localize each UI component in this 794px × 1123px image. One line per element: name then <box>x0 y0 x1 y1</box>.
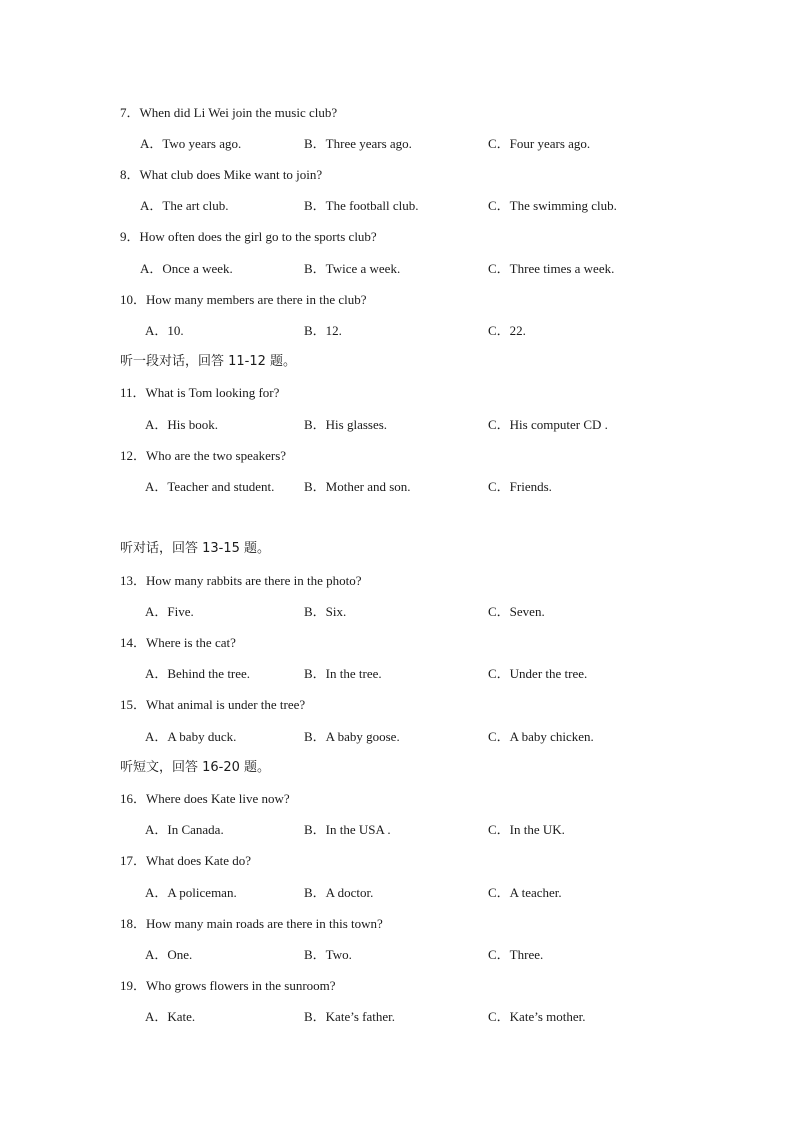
option-b: B．12. <box>304 323 342 338</box>
option-a: A．In Canada. <box>145 822 224 837</box>
question-9: 9．How often does the girl go to the sports club? <box>120 229 377 244</box>
option-b: B．In the USA . <box>304 822 391 837</box>
option-a: A．A baby duck. <box>145 729 237 744</box>
section-heading: 听对话，回答 13-15 题。 <box>120 541 271 556</box>
option-a: A．Two years ago. <box>140 136 242 151</box>
section-heading: 听一段对话，回答 11-12 题。 <box>120 354 297 369</box>
option-c: C．A baby chicken. <box>488 729 594 744</box>
option-a: A．Once a week. <box>140 261 233 276</box>
option-b: B．Three years ago. <box>304 136 412 151</box>
question-8: 8．What club does Mike want to join? <box>120 167 323 182</box>
option-b: B．The football club. <box>304 198 419 213</box>
option-a: A．Kate. <box>145 1009 196 1024</box>
question-11: 11．What is Tom looking for? <box>120 385 280 400</box>
option-c: C．Three times a week. <box>488 261 615 276</box>
option-a: A．A policeman. <box>145 885 237 900</box>
option-b: B．Two. <box>304 947 352 962</box>
option-a: A．Behind the tree. <box>145 666 251 681</box>
option-c: C．In the UK. <box>488 822 565 837</box>
option-c: C．The swimming club. <box>488 198 617 213</box>
question-18: 18．How many main roads are there in this town? <box>120 916 383 931</box>
option-c: C．His computer CD . <box>488 417 608 432</box>
option-c: C．22. <box>488 323 526 338</box>
option-a: A．Teacher and student. <box>145 479 275 494</box>
question-10: 10．How many members are there in the club? <box>120 292 367 307</box>
option-b: B．A baby goose. <box>304 729 400 744</box>
option-a: A．The art club. <box>140 198 229 213</box>
option-c: C．Kate’s mother. <box>488 1009 586 1024</box>
option-a: A．One. <box>145 947 193 962</box>
question-15: 15．What animal is under the tree? <box>120 697 306 712</box>
option-c: C．Seven. <box>488 604 545 619</box>
question-14: 14．Where is the cat? <box>120 635 236 650</box>
option-b: B．Kate’s father. <box>304 1009 395 1024</box>
question-17: 17．What does Kate do? <box>120 853 252 868</box>
question-16: 16．Where does Kate live now? <box>120 791 290 806</box>
option-b: B．Six. <box>304 604 347 619</box>
option-c: C．Three. <box>488 947 544 962</box>
question-12: 12．Who are the two speakers? <box>120 448 287 463</box>
option-a: A．His book. <box>145 417 218 432</box>
question-7: 7．When did Li Wei join the music club? <box>120 105 338 120</box>
option-b: B．A doctor. <box>304 885 374 900</box>
option-b: B．His glasses. <box>304 417 388 432</box>
option-b: B．Twice a week. <box>304 261 401 276</box>
option-a: A．10. <box>145 323 184 338</box>
option-b: B．Mother and son. <box>304 479 411 494</box>
option-c: C．Friends. <box>488 479 552 494</box>
section-heading: 听短文，回答 16-20 题。 <box>120 760 271 775</box>
question-13: 13．How many rabbits are there in the photo? <box>120 573 362 588</box>
option-c: C．Four years ago. <box>488 136 591 151</box>
option-a: A．Five. <box>145 604 194 619</box>
question-19: 19．Who grows flowers in the sunroom? <box>120 978 336 993</box>
option-b: B．In the tree. <box>304 666 382 681</box>
option-c: C．Under the tree. <box>488 666 588 681</box>
option-c: C．A teacher. <box>488 885 562 900</box>
